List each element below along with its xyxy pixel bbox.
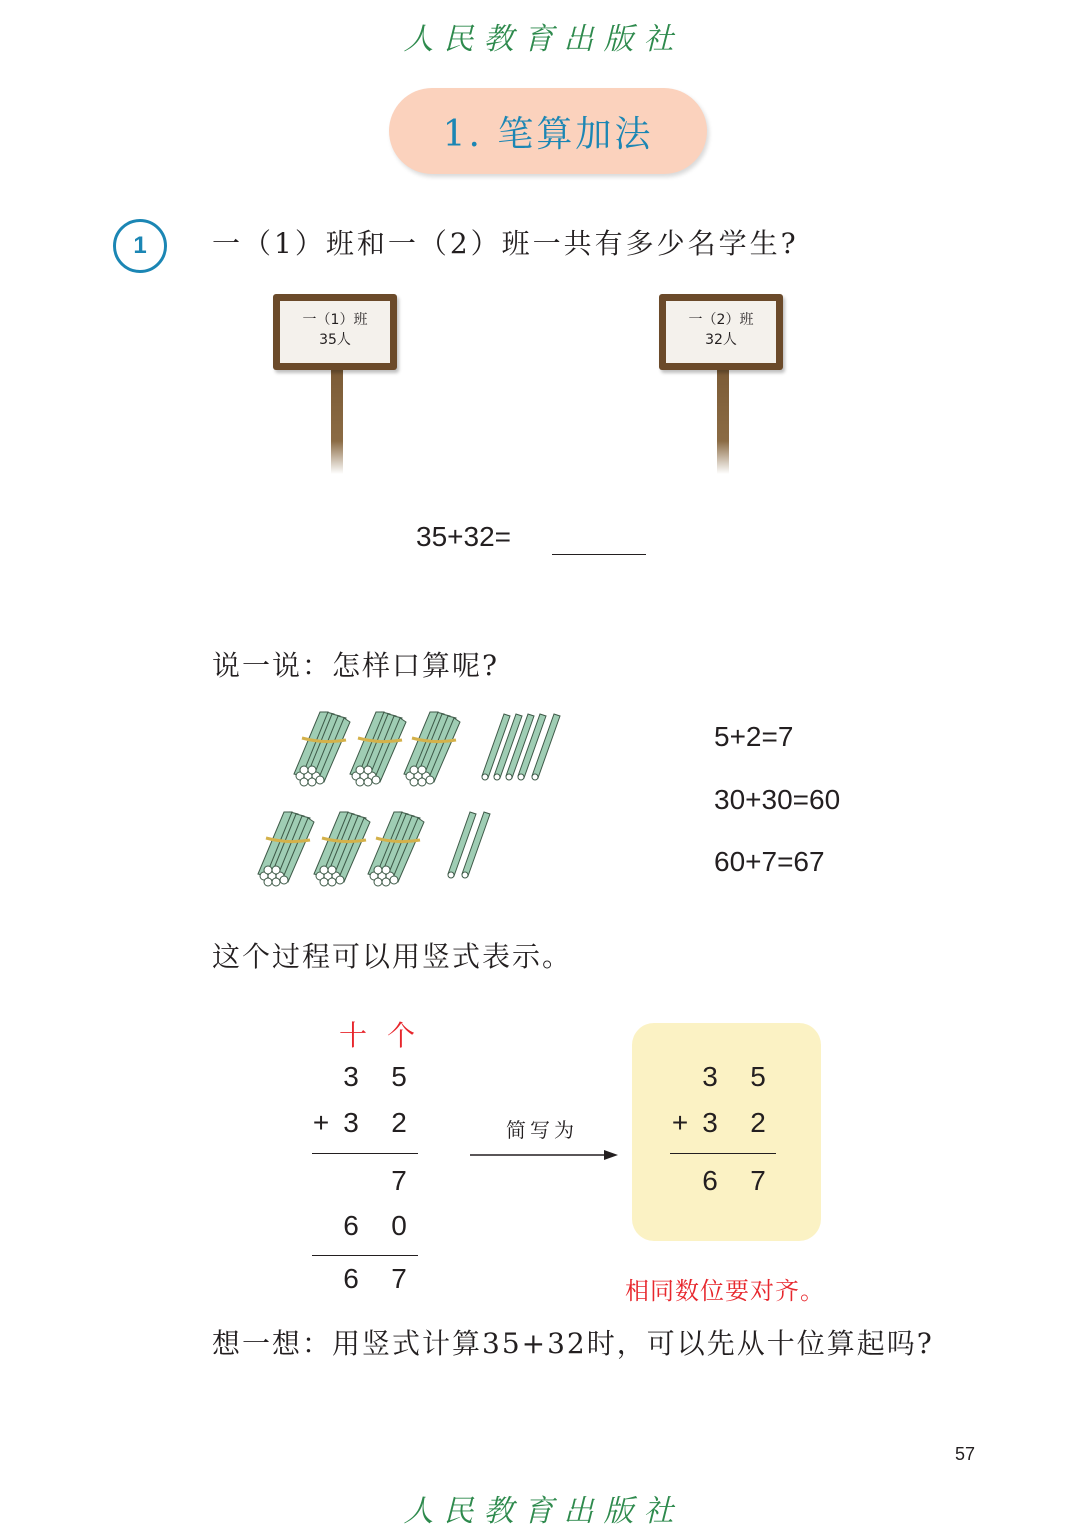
short-plus-sign: + xyxy=(671,1107,689,1138)
full-partial2-tens: 6 xyxy=(343,1210,359,1241)
short-row1-tens: 3 xyxy=(702,1061,718,1092)
full-plus-sign: + xyxy=(312,1107,330,1138)
bundle-row1-2 xyxy=(350,712,406,786)
mental-calc-2: 30+30=60 xyxy=(714,784,841,815)
mental-calc-1: 5+2=7 xyxy=(714,721,794,752)
think-prompt: 想一想：用竖式计算35+32时，可以先从十位算起吗? xyxy=(212,1327,934,1360)
short-result-tens: 6 xyxy=(702,1165,718,1196)
full-row2-ones: 2 xyxy=(391,1107,407,1138)
section-title: 1. 笔算加法 xyxy=(389,88,707,174)
short-row1-ones: 5 xyxy=(750,1061,766,1092)
page-number: 57 xyxy=(955,1444,976,1464)
say-prompt: 说一说：怎样口算呢? xyxy=(212,649,500,682)
full-result-ones: 7 xyxy=(391,1263,407,1294)
question-number: 1 xyxy=(113,219,167,273)
short-rule xyxy=(670,1153,776,1154)
full-result-tens: 6 xyxy=(343,1263,359,1294)
publisher-footer: 人民教育出版社 xyxy=(403,1494,684,1529)
full-row2-tens: 3 xyxy=(343,1107,359,1138)
sign-1-count: 35人 xyxy=(319,332,351,348)
full-partial1-ones: 7 xyxy=(391,1165,407,1196)
sign-2-count: 32人 xyxy=(705,332,737,348)
full-rule-2 xyxy=(312,1255,418,1256)
sign-post-1 xyxy=(331,364,343,474)
full-row1-ones: 5 xyxy=(391,1061,407,1092)
arrow-label: 简写为 xyxy=(506,1118,578,1142)
full-partial2-ones: 0 xyxy=(391,1210,407,1241)
equation: 35+32= xyxy=(416,521,511,552)
place-ones-label: 个 xyxy=(387,1019,416,1052)
short-row2-ones: 2 xyxy=(750,1107,766,1138)
alignment-note: 相同数位要对齐。 xyxy=(625,1277,825,1305)
sticks-illustration xyxy=(250,700,590,890)
short-row2-tens: 3 xyxy=(702,1107,718,1138)
short-result-ones: 7 xyxy=(750,1165,766,1196)
sign-2-class: 一（2）班 xyxy=(688,312,754,328)
process-text: 这个过程可以用竖式表示。 xyxy=(212,940,573,973)
full-row1-tens: 3 xyxy=(343,1061,359,1092)
sign-1-class: 一（1）班 xyxy=(302,312,368,328)
bundle-row1-3 xyxy=(404,712,460,786)
place-tens-label: 十 xyxy=(339,1019,368,1052)
question-text: 一（1）班和一（2）班一共有多少名学生? xyxy=(212,227,799,260)
mental-calc-3: 60+7=67 xyxy=(714,846,825,877)
answer-blank xyxy=(552,554,646,555)
publisher-header: 人民教育出版社 xyxy=(403,22,684,57)
full-rule-1 xyxy=(312,1153,418,1154)
sign-post-2 xyxy=(717,364,729,474)
class-sign-2 xyxy=(659,294,783,370)
bundle-row1-1 xyxy=(294,712,350,786)
short-form-box xyxy=(632,1023,821,1241)
class-sign-1 xyxy=(273,294,397,370)
right-arrow-icon xyxy=(468,1148,620,1162)
